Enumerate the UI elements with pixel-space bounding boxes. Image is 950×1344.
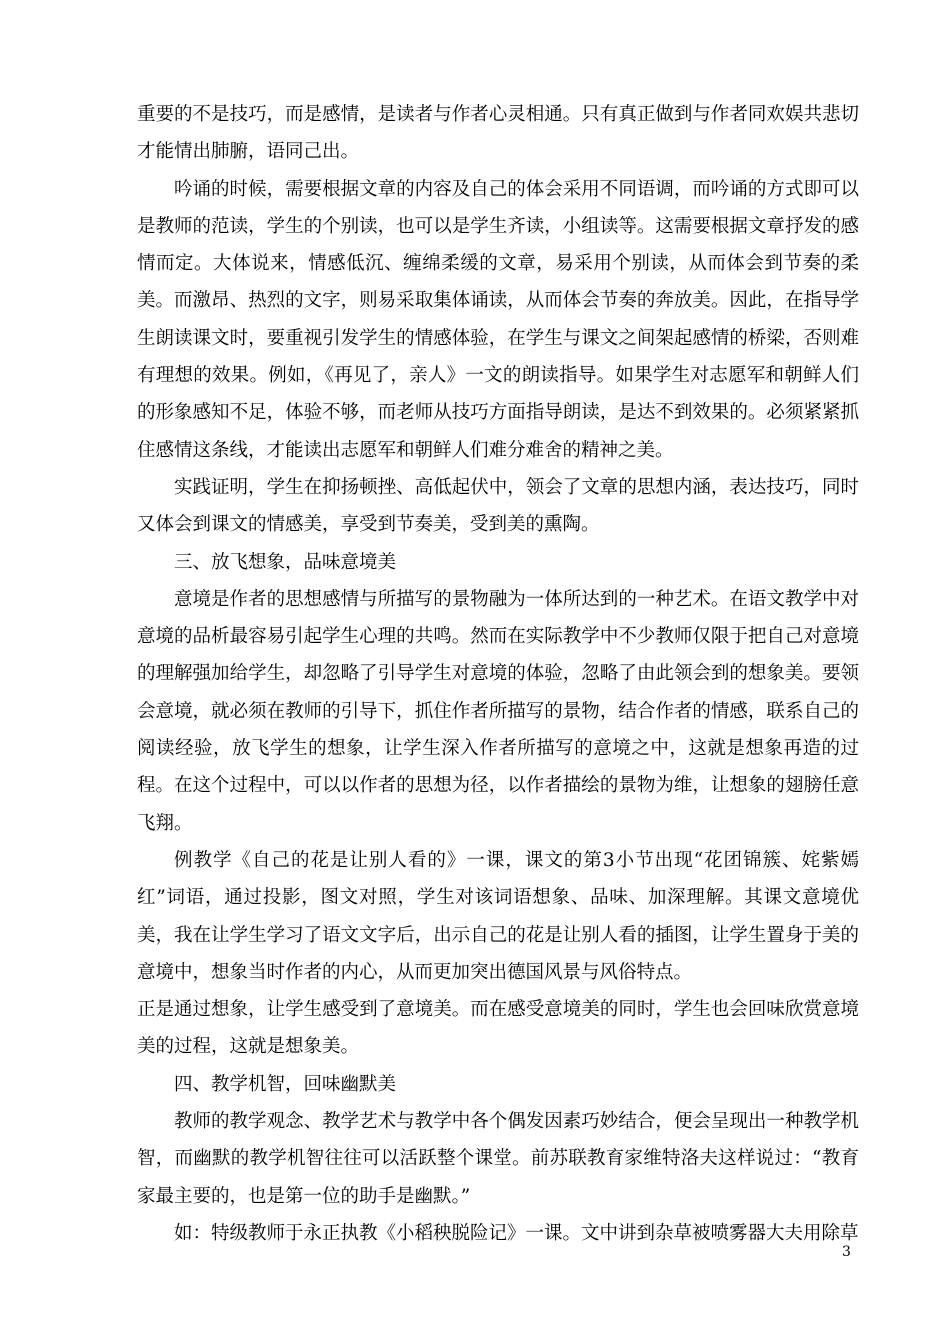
paragraph-3: 实践证明，学生在抑扬顿挫、高低起伏中，领会了文章的思想内涵，表达技巧，同时又体会到课文的情感美，享受到节奏美，受到美的熏陶。 [137, 476, 859, 536]
section-heading-3: 三、放飞想象，品味意境美 [174, 551, 397, 573]
paragraph-4: 意境是作者的思想感情与所描写的景物融为一体所达到的一种艺术。在语文教学中对意境的品析最容易引起学生心理的共鸣。然而在实际教学中不少教师仅限于把自己对意境的理解强加给学生，却忽略了引导学生对意境的体验，忽略了由此领会到的想象美。要领会意境，就必须在教师的引导下，抓住作者所描写的景物，结合作者的情感，联系自己的阅读经验，放飞学生的想象，让学生深入作者所描写的意境之中，这就是想象再造的过程。在这个过程中，可以以作者的思想为径，以作者描绘的景物为维，让想象的翅膀任意飞翔。 [137, 588, 859, 834]
section-heading-4: 四、教学机智，回味幽默美 [174, 1073, 397, 1095]
body-text [137, 96, 859, 1252]
page-number: 3 [842, 1244, 851, 1260]
paragraph-2: 吟诵的时候，需要根据文章的内容及自己的体会采用不同语调，而吟诵的方式即可以是教师的范读，学生的个别读，也可以是学生齐读，小组读等。这需要根据文章抒发的感情而定。大体说来，情感低沉、缠绵柔缓的文章，易采用个别读，从而体会到节奏的柔美。而激昂、热烈的文字，则易采取集体诵读，从而体会节奏的奔放美。因此，在指导学生朗读课文时，要重视引发学生的情感体验，在学生与课文之间架起感情的桥梁，否则难有理想的效果。例如，《再见了，亲人》一文的朗读指导。如果学生对志愿军和朝鲜人们的形象感知不足，体验不够，而老师从技巧方面指导朗读，是达不到效果的。必须紧紧抓住感情这条线，才能读出志愿军和朝鲜人们难分难舍的精神之美。 [137, 178, 859, 461]
paragraph-1: 重要的不是技巧，而是感情，是读者与作者心灵相通。只有真正做到与作者同欢娱共悲切才能情出肺腑，语同己出。 [137, 104, 859, 163]
paragraph-8: 如：特级教师于永正执教《小稻秧脱险记》一课。文中讲到杂草被喷雾器大夫用除草 [174, 1222, 859, 1244]
paragraph-7: 教师的教学观念、教学艺术与教学中各个偶发因素巧妙结合，便会呈现出一种教学机智，而幽默的教学机智往往可以活跃整个课堂。前苏联教育家维特洛夫这样说过：“教育家最主要的，也是第一位的助手是幽默。” [137, 1111, 859, 1207]
paragraph-6: 正是通过想象，让学生感受到了意境美。而在感受意境美的同时，学生也会回味欣赏意境美的过程，这就是想象美。 [137, 999, 859, 1058]
paragraph-5: 例教学《自己的花是让别人看的》一课，课文的第3小节出现“花团锦簇、姹紫嫣红”词语，通过投影，图文对照，学生对该词语想象、品味、加深理解。其课文意境优美，我在让学生学习了语文文字后，出示自己的花是让别人看的插图，让学生置身于美的意境中，想象当时作者的内心，从而更加突出德国风景与风俗特点。 [137, 849, 859, 983]
